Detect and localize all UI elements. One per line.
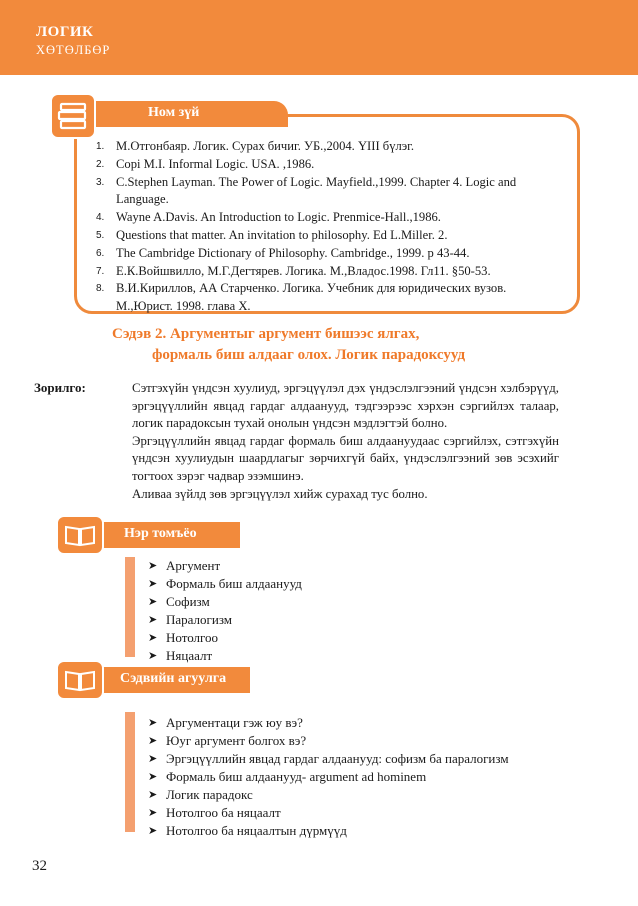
term-item: ➤ Паралогизм: [148, 612, 232, 627]
references-tab: [92, 101, 288, 127]
term-item: ➤ Нотолгоо: [148, 630, 219, 645]
term-item: ➤ Аргумент: [148, 558, 221, 573]
arrow-bullet-icon: ➤: [148, 614, 158, 626]
arrow-bullet-icon: ➤: [148, 771, 158, 783]
arrow-bullet-icon: ➤: [148, 596, 158, 608]
references-list: [96, 138, 566, 316]
arrow-bullet-icon: ➤: [148, 578, 158, 590]
reference-item: 8. В.И.Кириллов, АА Старченко. Логика. Учебник для юридических вузов. М.,Юрист. 1998. глава X.: [96, 281, 507, 314]
topic-line-2: формаль биш алдааг олох. Логик парадоксууд: [152, 347, 466, 363]
references-heading: Ном зүй: [148, 105, 200, 120]
reference-item: 7. Е.К.Войшвилло, М.Г.Дегтярев. Логика. М.,Владос.1998. Гл11. §50-53.: [96, 263, 491, 278]
terms-heading: Нэр томъёо: [124, 526, 197, 541]
term-item: ➤ Няцаалт: [148, 648, 213, 663]
open-book-icon: [56, 515, 104, 555]
open-book-icon: [56, 660, 104, 700]
term-item: ➤ Формаль биш алдаанууд: [148, 576, 302, 591]
reference-item: 4. Wayne A.Davis. An Introduction to Logic. Prenmice-Hall.,1986.: [96, 210, 441, 225]
content-heading: Сэдвийн агуулга: [120, 671, 227, 686]
term-item: ➤ Софизм: [148, 594, 210, 609]
arrow-bullet-icon: ➤: [148, 789, 158, 801]
goal-text: [132, 380, 559, 503]
page-number: 32: [32, 858, 47, 874]
content-item: ➤ Нотолгоо ба няцаалт: [148, 805, 281, 820]
arrow-bullet-icon: ➤: [148, 717, 158, 729]
arrow-bullet-icon: ➤: [148, 735, 158, 747]
goal-paragraph: Эргэцүүллийн явцад гардаг формаль биш алдаануудаас сэргийлэх, сэтгэхүйн үндсэн хуулиудын шаардлагыг зөрчихгүй байх, үндэслэлгээний зөв эсэхийг тогтоох зэрэг чадвар эзэмшинэ.: [132, 433, 559, 483]
goal-paragraph: Сэтгэхүйн үндсэн хуулиуд, эргэцүүлэл дэх үндэслэлгээний үндсэн хэлбэрүүд, эргэцүүллийн явцад гардаг алдаанууд, тэдгээрээс хэрхэн сэргийлэх талаар, логик парадоксын тухай онолын үндсэн мэдлэгтэй болно.: [132, 381, 559, 431]
content-item: ➤ Аргументаци гэж юу вэ?: [148, 715, 303, 730]
arrow-bullet-icon: ➤: [148, 560, 158, 572]
reference-item: 6. The Cambridge Dictionary of Philosophy. Cambridge., 1999. p 43-44.: [96, 245, 470, 260]
content-accent-bar: [125, 712, 135, 832]
reference-item: 1. М.Отгонбаяр. Логик. Сурах бичиг. УБ.,2004. ҮIII бүлэг.: [96, 139, 415, 153]
arrow-bullet-icon: ➤: [148, 825, 158, 837]
terms-list: [148, 557, 302, 665]
arrow-bullet-icon: ➤: [148, 650, 158, 662]
arrow-bullet-icon: ➤: [148, 753, 158, 765]
header-title: ЛОГИК: [36, 24, 94, 40]
goal-paragraph: Аливаа зүйлд зөв эргэцүүлэл хийж сурахад тус болно.: [132, 486, 428, 501]
arrow-bullet-icon: ➤: [148, 807, 158, 819]
content-list: [148, 714, 509, 840]
content-item: ➤ Юуг аргумент болгох вэ?: [148, 733, 307, 748]
goal-label: Зорилго:: [34, 380, 86, 395]
arrow-bullet-icon: ➤: [148, 632, 158, 644]
books-icon: [50, 93, 96, 139]
page-header: [0, 0, 638, 75]
header-subtitle: ХӨТӨЛБӨР: [36, 43, 111, 57]
content-item: ➤ Эргэцүүллийн явцад гардаг алдаанууд: софизм ба паралогизм: [148, 751, 509, 766]
topic-line-1: Сэдэв 2. Аргументыг аргумент бишээс ялгах,: [112, 326, 420, 342]
content-item: ➤ Логик парадокс: [148, 787, 253, 802]
content-item: ➤ Формаль биш алдаанууд- argument ad hominem: [148, 769, 427, 784]
reference-item: 2. Copi M.I. Informal Logic. USA. ,1986.: [96, 156, 315, 171]
reference-item: 3. C.Stephen Layman. The Power of Logic. Mayfield.,1999. Chapter 4. Logic and Language.: [96, 174, 517, 207]
content-item: ➤ Нотолгоо ба няцаалтын дүрмүүд: [148, 823, 347, 838]
topic-title: [112, 324, 532, 366]
reference-item: 5. Questions that matter. An invitation to philosophy. Ed L.Miller. 2.: [96, 227, 448, 242]
terms-accent-bar: [125, 557, 135, 657]
